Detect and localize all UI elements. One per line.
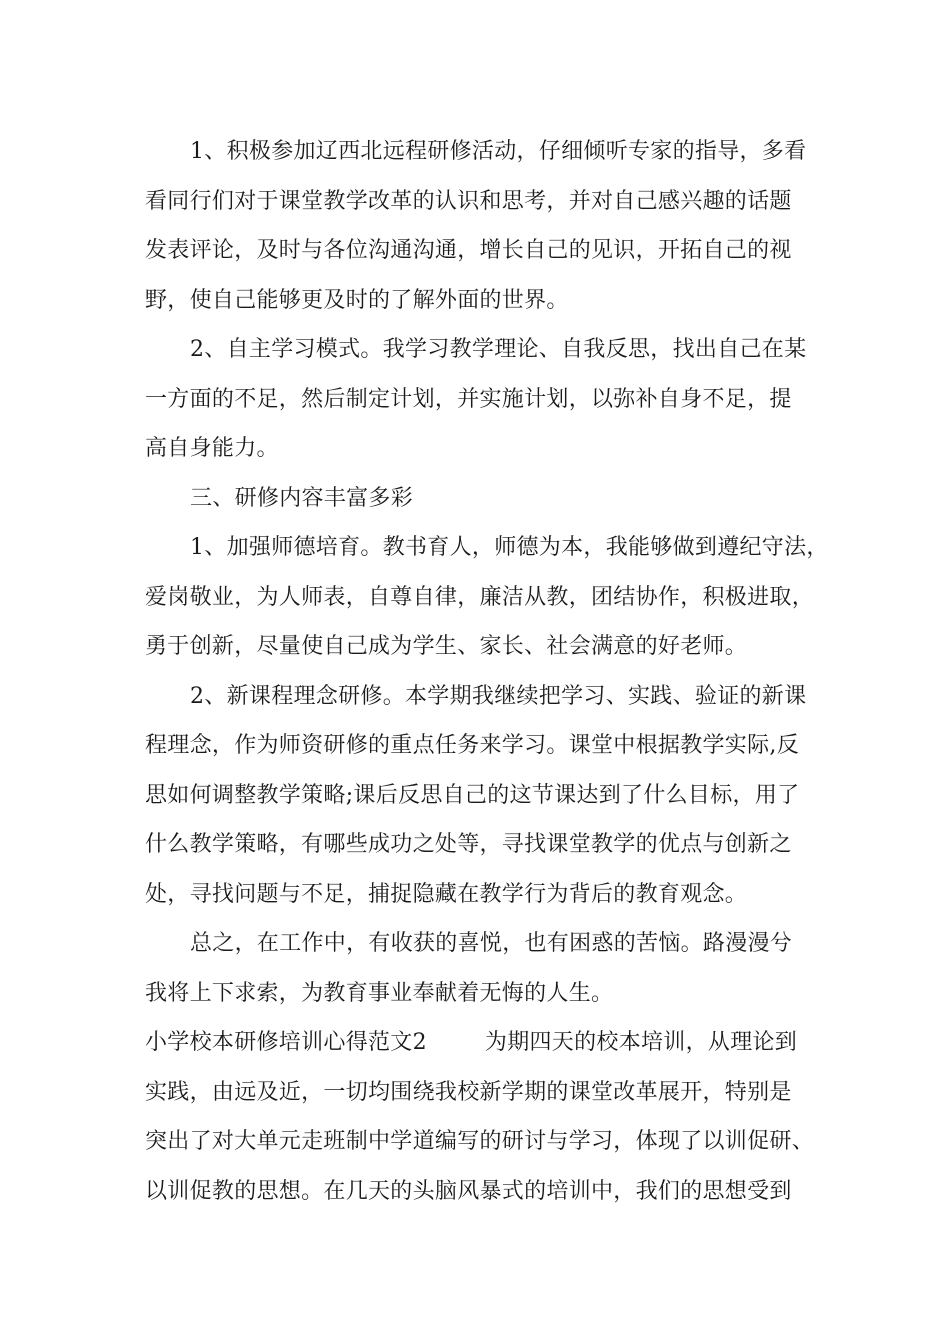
text-line: 一方面的不足，然后制定计划，并实施计划，以弥补自身不足，提 xyxy=(145,387,792,412)
text-line xyxy=(145,1028,797,1058)
text-line: 我将上下求索，为教育事业奉献着无悔的人生。 xyxy=(145,981,614,1006)
article-title: 小学校本研修培训心得范文2 xyxy=(145,1030,427,1055)
text-line: 2、新课程理念研修。本学期我继续把学习、实践、验证的新课 xyxy=(190,684,807,709)
text-line: 1、积极参加辽西北远程研修活动，仔细倾听专家的指导，多看 xyxy=(190,139,807,164)
text-line: 突出了对大单元走班制中学道编写的研讨与学习，体现了以训促研、 xyxy=(145,1129,815,1154)
text-line: 实践，由远及近，一切均围绕我校新学期的课堂改革展开，特别是 xyxy=(145,1080,792,1105)
text-line: 总之，在工作中，有收获的喜悦，也有困惑的苦恼。路漫漫兮 xyxy=(190,931,793,956)
text-line: 高自身能力。 xyxy=(145,436,279,461)
text-line: 爱岗敬业，为人师表，自尊自律，廉洁从教，团结协作，积极进取， xyxy=(145,585,815,610)
section-heading: 三、研修内容丰富多彩 xyxy=(190,486,414,511)
text-line-content: 为期四天的校本培训，从理论到 xyxy=(484,1030,798,1055)
text-line: 处，寻找问题与不足，捕捉隐藏在教学行为背后的教育观念。 xyxy=(145,882,748,907)
text-line: 程理念，作为师资研修的重点任务来学习。课堂中根据教学实际,反 xyxy=(145,733,799,758)
text-line: 看同行们对于课堂教学改革的认识和思考，并对自己感兴趣的话题 xyxy=(145,189,792,214)
text-line: 思如何调整教学策略;课后反思自己的这节课达到了什么目标，用了 xyxy=(145,783,800,808)
text-line: 发表评论，及时与各位沟通沟通，增长自己的见识，开拓自己的视 xyxy=(145,238,792,263)
text-line: 勇于创新，尽量使自己成为学生、家长、社会满意的好老师。 xyxy=(145,634,748,659)
text-line: 1、加强师德培育。教书育人，师德为本，我能够做到遵纪守法， xyxy=(190,535,829,560)
text-line: 野，使自己能够更及时的了解外面的世界。 xyxy=(145,288,569,313)
text-line: 2、自主学习模式。我学习教学理论、自我反思，找出自己在某 xyxy=(190,337,807,362)
text-line: 什么教学策略，有哪些成功之处等，寻找课堂教学的优点与创新之 xyxy=(145,832,792,857)
text-line: 以训促教的思想。在几天的头脑风暴式的培训中，我们的思想受到 xyxy=(145,1179,792,1204)
